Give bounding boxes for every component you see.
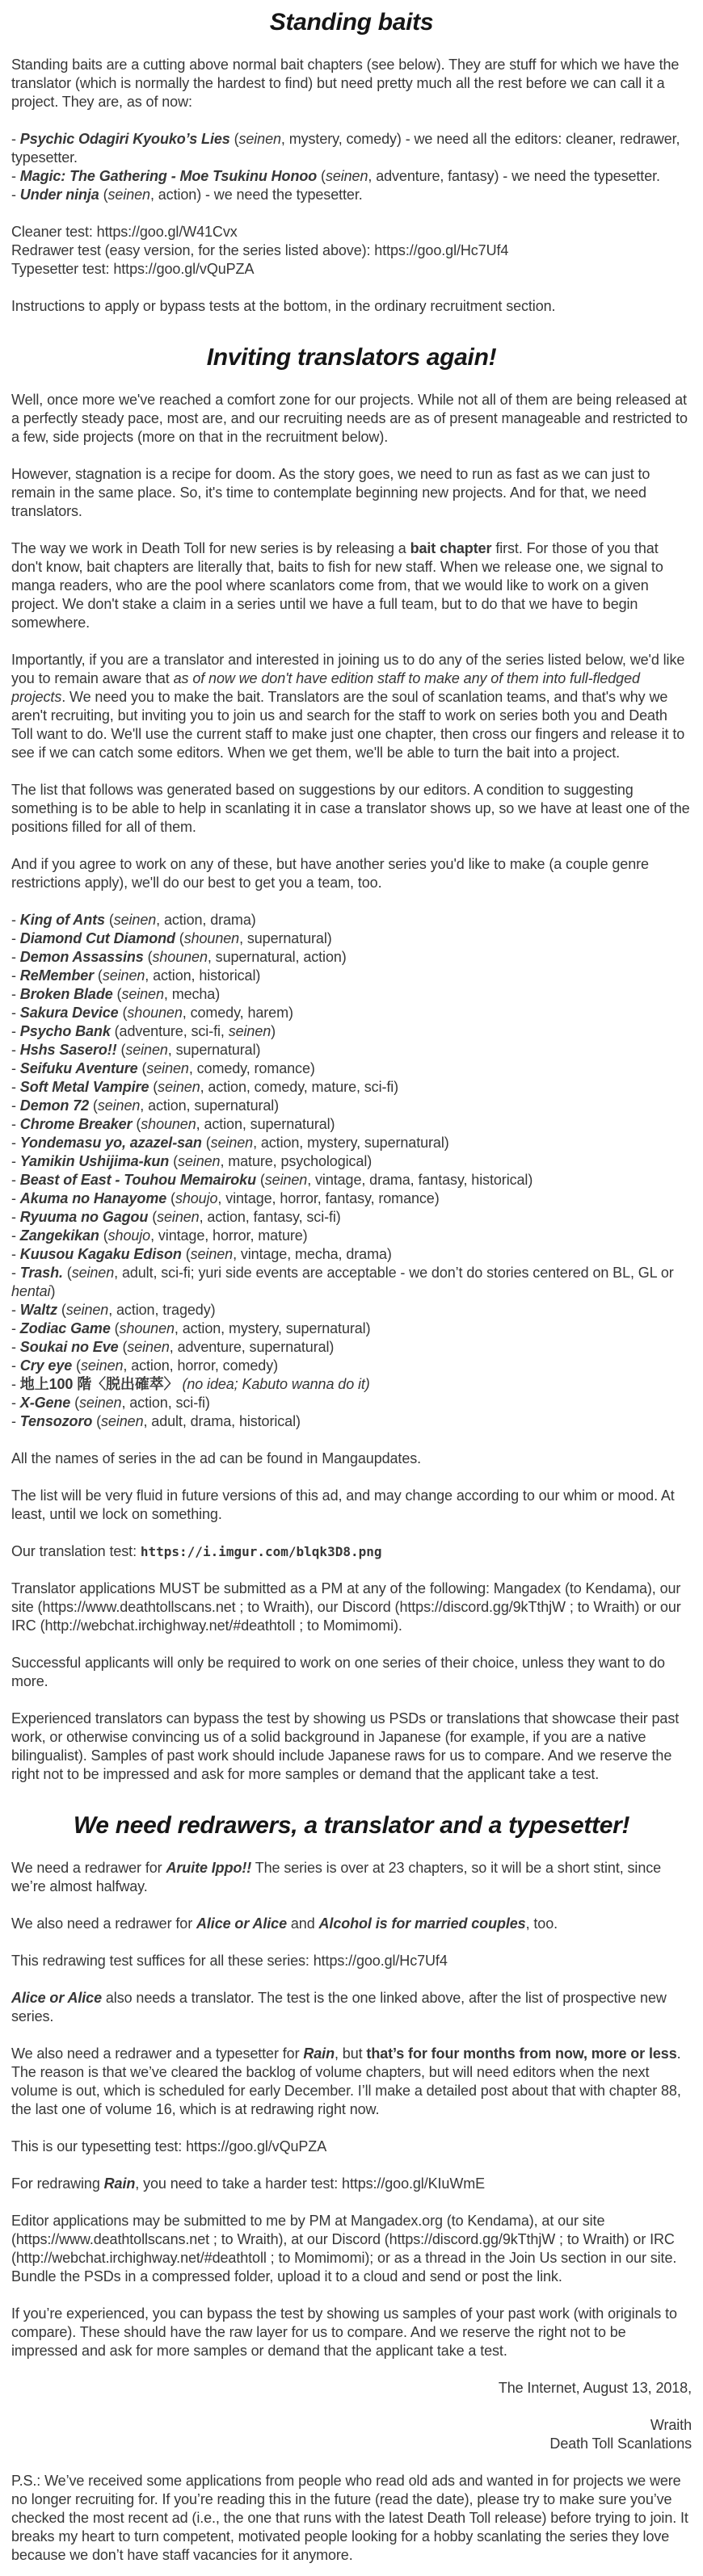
series-title: Yamikin Ushijima-kun [19, 1153, 170, 1169]
standing-baits-list [11, 130, 692, 204]
paragraph: And if you agree to work on any of these, but have another series you'd like to make (a couple genre restrictions apply), we'll do our best to get you a team, too. [11, 856, 649, 891]
url: https://goo.gl/W41Cvx [96, 224, 238, 240]
paragraph: We also need a redrawer for Alice or Alice and Alcohol is for married couples, too. [11, 1915, 558, 1932]
series-title: Diamond Cut Diamond [19, 930, 175, 946]
series-title: Soft Metal Vampire [19, 1079, 149, 1095]
series-item: - 地上100 階〈脱出確萃〉 (no idea; Kabuto wanna do it) [11, 1376, 370, 1392]
series-title: Demon Assassins [19, 949, 144, 965]
paragraph: Successful applicants will only be required to work on one series of their choice, unless they want to do more. [11, 1655, 665, 1689]
heading-we-need-redrawers: We need redrawers, a translator and a typesetter! [73, 1812, 630, 1839]
emphasis: seinen [65, 1302, 109, 1318]
heading-inviting-translators: Inviting translators again! [206, 344, 497, 371]
emphasis: seinen [228, 1023, 272, 1039]
emphasis: shounen [141, 1116, 196, 1132]
paragraph-standing-baits-intro: Standing baits are a cutting above normal bait chapters (see below). They are stuff for which we have the translator (which is normally the hardest to find) but need pretty much all the rest before we can call it a project. They are, as of now: [11, 57, 680, 110]
series-item: - Zangekikan (shoujo, vintage, horror, mature) [11, 1227, 308, 1244]
emphasis: seinen [71, 1265, 115, 1281]
emphasis: shounen [119, 1320, 175, 1336]
paragraph-typesetting-test: This is our typesetting test: https://goo.gl/vQuPZA [11, 2138, 327, 2154]
series-item: - Zodiac Game (shounen, action, mystery, supernatural) [11, 1320, 371, 1336]
paragraph: If you’re experienced, you can bypass the test by showing us samples of your past work (with originals to compare). These should have the raw layer for us to compare. And we reserve the right not to be impressed and ask for more samples or demand that the applicant take a test. [11, 2305, 677, 2359]
emphasis: that’s for four months from now, more or less [366, 2045, 677, 2062]
url: https://goo.gl/Hc7Uf4 [374, 242, 509, 258]
test-link-line: Redrawer test (easy version, for the series listed above): https://goo.gl/Hc7Uf4 [11, 242, 509, 258]
series-title: Broken Blade [19, 986, 113, 1002]
paragraph: Alice or Alice also needs a translator. The test is the one linked above, after the list of prospective new series. [11, 1990, 667, 2024]
series-title: Akuma no Hanayome [19, 1190, 167, 1206]
signature [11, 2416, 692, 2453]
test-link-line: Typesetter test: https://goo.gl/vQuPZA [11, 261, 255, 277]
series-title: Seifuku Aventure [19, 1060, 138, 1076]
series-title: Ryuuma no Gagou [19, 1209, 149, 1225]
bait-series-item: - Under ninja (seinen, action) - we need the typesetter. [11, 187, 363, 203]
paragraph: Importantly, if you are a translator and interested in joining us to do any of the series listed below, we'd like you to remain aware that as of now we don't have edition staff to make any of them into full-fledged projects. We need you to make the bait. Translators are the soul of scanlation teams, and that's why we aren't recruiting, but inviting you to join us and search for the staff to work on series both you and Death Toll want to do. We'll use the current staff to make just one chapter, then cross our fingers and release it to see if we can catch some editors. When we get them, we'll be able to turn the bait into a project. [11, 652, 685, 761]
paragraph-instructions-note: Instructions to apply or bypass tests at the bottom, in the ordinary recruitment section. [11, 298, 556, 314]
series-title: 地上100 階〈脱出確萃〉 [19, 1376, 179, 1392]
paragraph-rain-test: For redrawing Rain, you need to take a harder test: https://goo.gl/KIuWmE [11, 2175, 486, 2192]
series-title: Alice or Alice [11, 1990, 102, 2006]
series-title: Trash. [19, 1265, 63, 1281]
emphasis: seinen [190, 1246, 234, 1262]
series-title: Alcohol is for married couples [318, 1915, 526, 1932]
url: https://goo.gl/vQuPZA [186, 2138, 327, 2154]
series-title: Rain [103, 2175, 136, 2192]
paragraph: The way we work in Death Toll for new series is by releasing a bait chapter first. For those of you that don't know, bait chapters are literally that, baits to fish for new staff. When we release one, we signal to manga readers, who are the pool where scanlators come from, that we would like to work on a given project. We don't stake a claim in a series until we have a full team, but to do that we have to begin somewhere. [11, 540, 663, 631]
series-title: Tensozoro [19, 1413, 93, 1429]
paragraph: Editor applications may be submitted to me by PM at Mangadex.org (to Kendama), at our site (https://www.deathtollscans.net ; to Wraith), at our Discord (https://discord.gg/9kTthjW ; to Wraith) or IRC (http://webchat.irchighway.net/#deathtoll ; to Momimomi); or as a thread in the Join Us section in our site. Bundle the PSDs in a compressed folder, upload it to a cloud and send or post the link. [11, 2213, 677, 2284]
series-title: Psycho Bank [19, 1023, 111, 1039]
emphasis: seinen [177, 1153, 221, 1169]
series-item: - Soukai no Eve (seinen, adventure, supernatural) [11, 1339, 335, 1355]
series-item: - Demon Assassins (shounen, supernatural, action) [11, 949, 347, 965]
series-title: Zangekikan [19, 1227, 99, 1244]
bait-series-item: - Magic: The Gathering - Moe Tsukinu Honoo (seinen, adventure, fantasy) - we need the typesetter. [11, 168, 660, 184]
emphasis: seinen [80, 1357, 124, 1374]
series-item: - Kuusou Kagaku Edison (seinen, vintage, mecha, drama) [11, 1246, 392, 1262]
emphasis: seinen [97, 1097, 141, 1114]
series-title: Waltz [19, 1302, 57, 1318]
paragraph-redrawing-test: This redrawing test suffices for all these series: https://goo.gl/Hc7Uf4 [11, 1953, 448, 1969]
emphasis: seinen [264, 1172, 308, 1188]
emphasis: seinen [210, 1135, 254, 1151]
series-item: - Cry eye (seinen, action, horror, comedy) [11, 1357, 278, 1374]
emphasis: seinen [127, 1339, 170, 1355]
url: https://goo.gl/vQuPZA [113, 261, 255, 277]
series-item: - Demon 72 (seinen, action, supernatural) [11, 1097, 280, 1114]
series-item: - Hshs Sasero!! (seinen, supernatural) [11, 1042, 261, 1058]
series-item: - Akuma no Hanayome (shoujo, vintage, horror, fantasy, romance) [11, 1190, 440, 1206]
paragraph: Experienced translators can bypass the test by showing us PSDs or translations that showcase their past work, or otherwise convincing us of a solid background in Japanese (for example, if you are a native bilingualist). Samples of past work should include Japanese raws for us to compare. And we reserve the right not to be impressed and ask for more samples or demand that the applicant take a test. [11, 1710, 680, 1782]
paragraph: We also need a redrawer and a typesetter for Rain, but that’s for four months from now, more or less. The reason is that we’ve cleared the backlog of volume chapters, but will need editors when the next volume is out, which is scheduled for early December. I’ll make a detailed post about that with chapter 88, the last one of volume 16, which is at redrawing right now. [11, 2045, 681, 2117]
dateline: The Internet, August 13, 2018, [498, 2380, 692, 2396]
postscript: P.S.: We’ve received some applications from people who read old ads and wanted in for projects we were no longer recruiting for. If you’re reading this in the future (read the date), please try to make sure you’ve checked the most recent ad (i.e., the one that runs with the latest Death Toll release) before trying to join. It breaks my heart to turn competent, motivated people looking for a hobby scanlating the series they love because we don’t have staff vacancies for it anymore. [11, 2473, 688, 2563]
prospective-series-list [11, 911, 692, 1431]
series-item: - Ryuuma no Gagou (seinen, action, fantasy, sci-fi) [11, 1209, 341, 1225]
emphasis: shounen [183, 930, 240, 946]
series-title: Alice or Alice [196, 1915, 287, 1932]
series-item: - ReMember (seinen, action, historical) [11, 967, 261, 984]
series-item: - Tensozoro (seinen, adult, drama, historical) [11, 1413, 301, 1429]
series-item: - Psycho Bank (adventure, sci-fi, seinen) [11, 1023, 276, 1039]
emphasis: as of now we don't have edition staff to make any of them into full-fledged projects [11, 670, 640, 705]
emphasis: seinen [125, 1042, 168, 1058]
paragraph: Well, once more we've reached a comfort zone for our projects. While not all of them are being released at a perfectly steady pace, most are, and our recruiting needs are as of present manageable and restricted to a few, side projects (more on that in the recruitment below). [11, 392, 688, 445]
series-title: Under ninja [19, 187, 99, 203]
emphasis: seinen [113, 912, 157, 928]
series-title: Magic: The Gathering - Moe Tsukinu Honoo [19, 168, 318, 184]
series-title: Demon 72 [19, 1097, 90, 1114]
paragraph: Translator applications MUST be submitted as a PM at any of the following: Mangadex (to Kendama), our site (https://www.deathtollscans.net ; to Wraith), our Discord (https://discord.gg/9kTthjW ; to Wraith) or our IRC (http://webchat.irchighway.net/#deathtoll ; to Momimomi). [11, 1580, 681, 1634]
emphasis: seinen [325, 168, 368, 184]
series-title: ReMember [19, 967, 95, 984]
bait-series-item: - Psychic Odagiri Kyouko’s Lies (seinen, mystery, comedy) - we need all the editors: cleaner, redrawer, typesetter. [11, 131, 680, 166]
series-item: - King of Ants (seinen, action, drama) [11, 912, 256, 928]
series-title: X-Gene [19, 1395, 71, 1411]
emphasis: seinen [79, 1395, 122, 1411]
series-title: Kuusou Kagaku Edison [19, 1246, 182, 1262]
series-item: - Seifuku Aventure (seinen, comedy, romance) [11, 1060, 315, 1076]
emphasis: shoujo [175, 1190, 218, 1206]
emphasis: shounen [152, 949, 208, 965]
series-item: - Trash. (seinen, adult, sci-fi; yuri side events are acceptable - we don’t do stories centered on BL, GL or hentai) [11, 1265, 674, 1299]
emphasis: bait chapter [410, 540, 492, 556]
emphasis: (no idea; Kabuto wanna do it) [182, 1376, 370, 1392]
series-title: King of Ants [19, 912, 105, 928]
signature-line: Death Toll Scanlations [549, 2435, 692, 2452]
emphasis: seinen [101, 1413, 144, 1429]
paragraph: The list that follows was generated based on suggestions by our editors. A condition to suggesting something is to be able to help in scanlating it in case a translator shows up, so we have at least one of the positions filled for all of them. [11, 782, 690, 835]
url: https://goo.gl/Hc7Uf4 [313, 1953, 448, 1969]
paragraph: The list will be very fluid in future versions of this ad, and may change according to our whim or mood. At least, until we lock on something. [11, 1487, 675, 1522]
series-title: Aruite Ippo!! [166, 1860, 252, 1876]
series-item: - Yondemasu yo, azazel-san (seinen, action, mystery, supernatural) [11, 1135, 449, 1151]
series-title: Hshs Sasero!! [19, 1042, 117, 1058]
url: https://goo.gl/KIuWmE [342, 2175, 486, 2192]
emphasis: shoujo [107, 1227, 151, 1244]
emphasis: shounen [127, 1005, 183, 1021]
paragraph-translation-test: Our translation test: https://i.imgur.com/blqk3D8.png [11, 1543, 382, 1559]
series-title: Zodiac Game [19, 1320, 111, 1336]
test-link-line: Cleaner test: https://goo.gl/W41Cvx [11, 224, 238, 240]
series-item: - Broken Blade (seinen, mecha) [11, 986, 221, 1002]
heading-standing-baits: Standing baits [269, 9, 434, 36]
paragraph: However, stagnation is a recipe for doom. As the story goes, we need to run as fast as we can just to remain in the same place. So, it's time to contemplate beginning new projects. And for that, we need translators. [11, 466, 650, 519]
series-title: Psychic Odagiri Kyouko’s Lies [19, 131, 230, 147]
paragraph: We need a redrawer for Aruite Ippo!! The series is over at 23 chapters, so it will be a short stint, since we’re almost halfway. [11, 1860, 662, 1894]
series-title: Chrome Breaker [19, 1116, 133, 1132]
series-item: - Sakura Device (shounen, comedy, harem) [11, 1005, 293, 1021]
series-item: - Waltz (seinen, action, tragedy) [11, 1302, 216, 1318]
emphasis: hentai [11, 1283, 51, 1299]
series-title: Yondemasu yo, azazel-san [19, 1135, 202, 1151]
paragraph: All the names of series in the ad can be found in Mangaupdates. [11, 1450, 422, 1466]
series-item: - X-Gene (seinen, action, sci-fi) [11, 1395, 210, 1411]
series-title: Rain [303, 2045, 335, 2062]
test-links [11, 223, 692, 279]
series-item: - Diamond Cut Diamond (shounen, supernatural) [11, 930, 332, 946]
emphasis: seinen [158, 1079, 200, 1095]
emphasis: seinen [107, 187, 150, 203]
emphasis: seinen [238, 131, 281, 147]
signature-line: Wraith [650, 2417, 692, 2433]
series-item: - Soft Metal Vampire (seinen, action, comedy, mature, sci-fi) [11, 1079, 399, 1095]
series-item: - Yamikin Ushijima-kun (seinen, mature, psychological) [11, 1153, 373, 1169]
series-title: Beast of East - Touhou Memairoku [19, 1172, 256, 1188]
emphasis: seinen [157, 1209, 200, 1225]
url: https://i.imgur.com/blqk3D8.png [140, 1544, 382, 1559]
emphasis: seinen [121, 986, 164, 1002]
series-item: - Beast of East - Touhou Memairoku (seinen, vintage, drama, fantasy, historical) [11, 1172, 533, 1188]
series-title: Cry eye [19, 1357, 73, 1374]
series-title: Sakura Device [19, 1005, 119, 1021]
series-title: Soukai no Eve [19, 1339, 119, 1355]
emphasis: seinen [102, 967, 145, 984]
emphasis: seinen [146, 1060, 189, 1076]
series-item: - Chrome Breaker (shounen, action, supernatural) [11, 1116, 335, 1132]
